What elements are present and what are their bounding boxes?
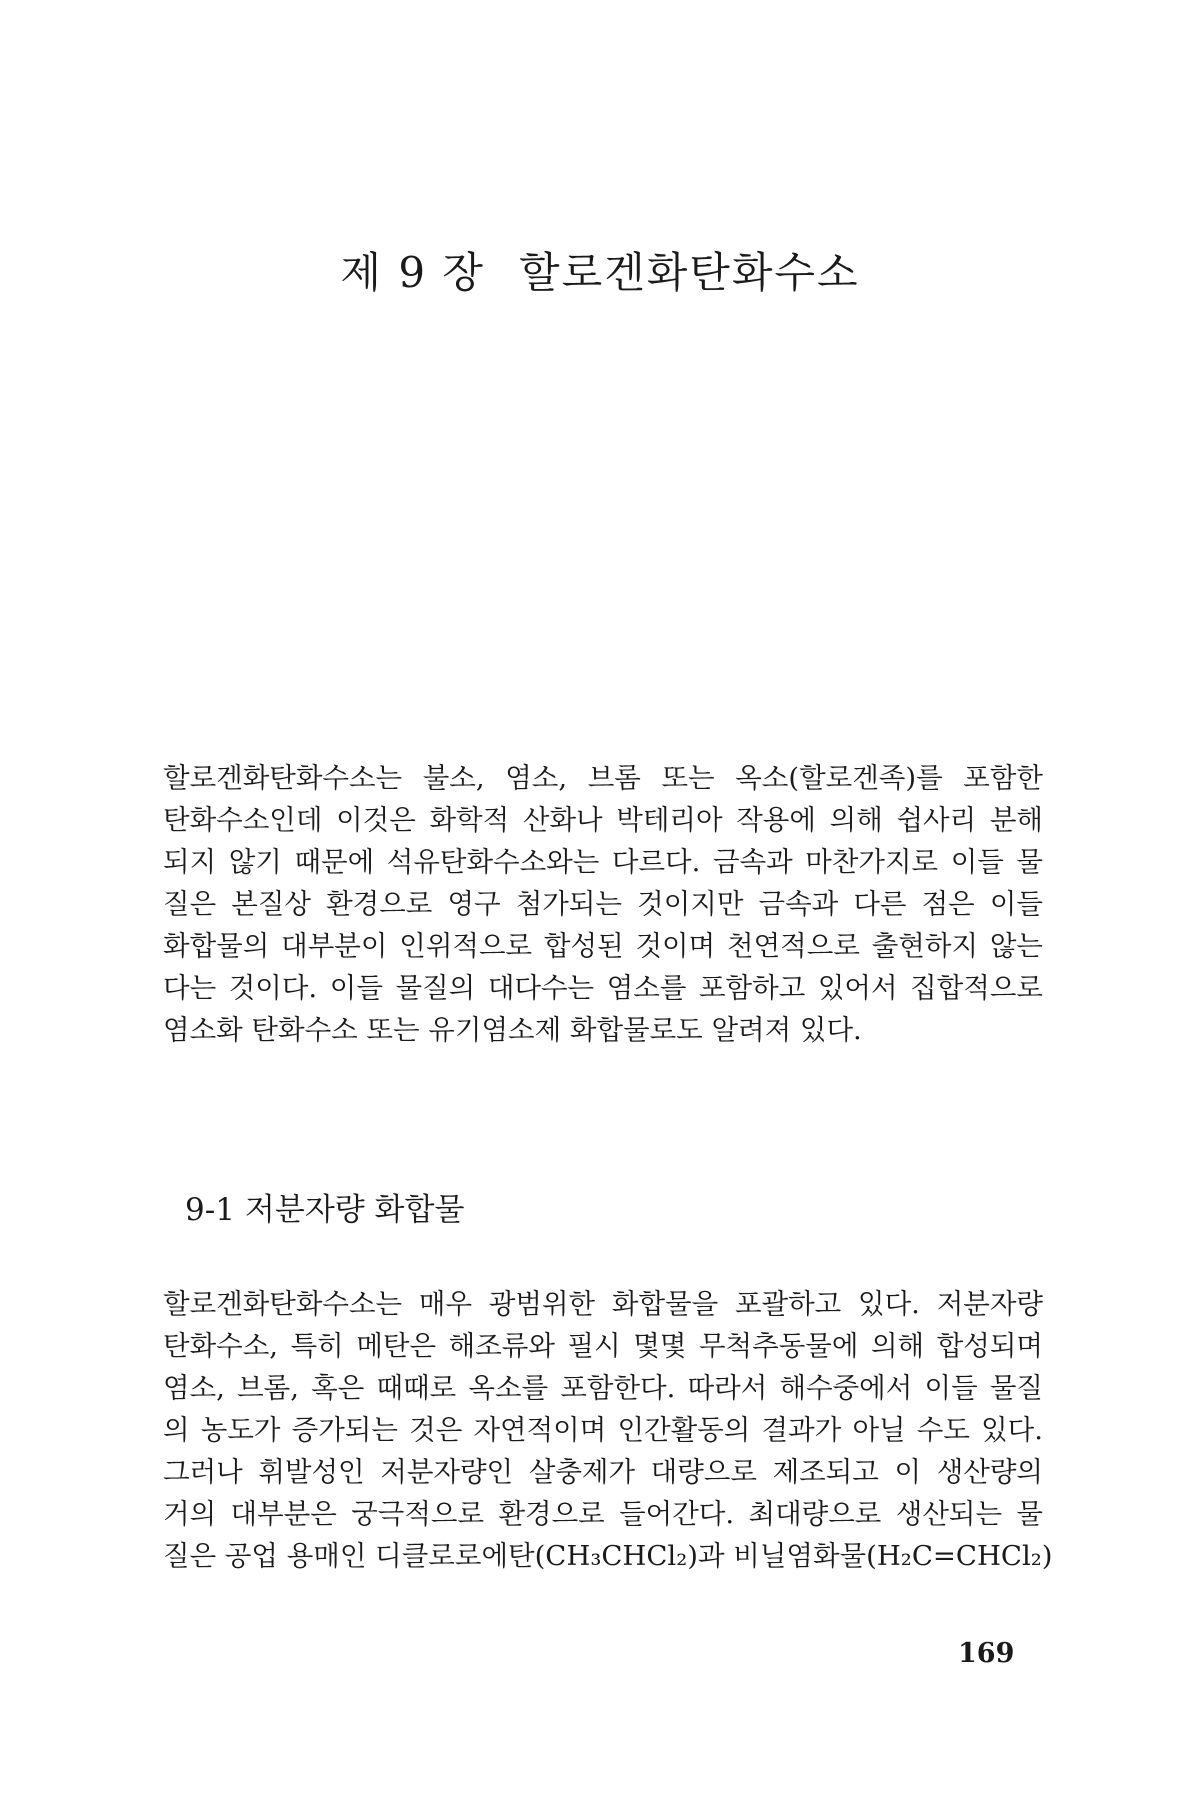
paragraph-line: 다는 것이다. 이들 물질의 대다수는 염소를 포함하고 있어서 집합적으로 [163, 972, 1043, 1004]
section-number: 9-1 [185, 1192, 235, 1228]
intro-paragraph [163, 757, 1043, 1051]
paragraph-line: 질은 공업 용매인 디클로로에탄(CH₃CHCl₂)과 비닐염화물(H₂C=CHCl₂) [163, 1540, 1053, 1572]
paragraph-line: 거의 대부분은 궁극적으로 환경으로 들어간다. 최대량으로 생산되는 물 [163, 1498, 1043, 1530]
section-heading [185, 1184, 464, 1229]
chapter-title [0, 240, 1200, 300]
paragraph-line: 할로겐화탄화수소는 매우 광범위한 화합물을 포괄하고 있다. 저분자량 [163, 1288, 1043, 1320]
section-title: 저분자량 화합물 [244, 1192, 465, 1228]
paragraph-line: 그러나 휘발성인 저분자량인 살충제가 대량으로 제조되고 이 생산량의 [163, 1456, 1043, 1488]
paragraph-line: 할로겐화탄화수소는 불소, 염소, 브롬 또는 옥소(할로겐족)를 포함한 [163, 762, 1043, 794]
paragraph-line: 질은 본질상 환경으로 영구 첨가되는 것이지만 금속과 다른 점은 이들 [163, 888, 1043, 920]
paragraph-line: 탄화수소, 특히 메탄은 해조류와 필시 몇몇 무척추동물에 의해 합성되며 [163, 1330, 1043, 1362]
paragraph-line: 염소, 브롬, 혹은 때때로 옥소를 포함한다. 따라서 해수중에서 이들 물질 [163, 1372, 1043, 1404]
paragraph-line: 화합물의 대부분이 인위적으로 합성된 것이며 천연적으로 출현하지 않는 [163, 930, 1043, 962]
section-paragraph-2 [163, 1451, 1053, 1577]
page-number: 169 [958, 1638, 1015, 1669]
chapter-title-text: 할로겐화탄화수소 [519, 248, 860, 297]
section-paragraph-1 [163, 1283, 1043, 1451]
paragraph-line: 의 농도가 증가되는 것은 자연적이며 인간활동의 결과가 아닐 수도 있다. [163, 1414, 1043, 1446]
paragraph-line: 염소화 탄화수소 또는 유기염소제 화합물로도 알려져 있다. [163, 1014, 862, 1046]
paragraph-line: 되지 않기 때문에 석유탄화수소와는 다르다. 금속과 마찬가지로 이들 물 [163, 846, 1043, 878]
chapter-number-label: 제 9 장 [340, 248, 485, 297]
paragraph-line: 탄화수소인데 이것은 화학적 산화나 박테리아 작용에 의해 쉽사리 분해 [163, 804, 1043, 836]
